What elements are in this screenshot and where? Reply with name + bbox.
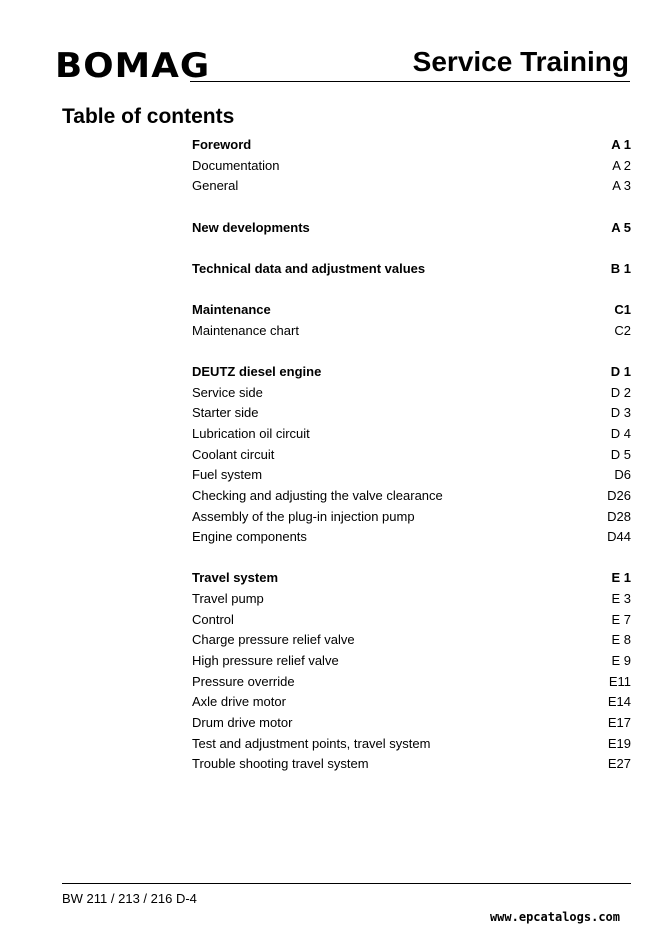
toc-entry-row	[192, 589, 631, 610]
toc-entry-page: E19	[607, 735, 631, 751]
toc-entry-label: Maintenance chart	[192, 322, 299, 338]
toc-entry-row	[192, 651, 631, 672]
toc-section-row	[192, 259, 631, 280]
toc-entry-page: D 5	[610, 446, 631, 462]
toc-section-row	[192, 300, 631, 321]
toc-entry-label: New developments	[192, 219, 310, 235]
toc-entry-page: C1	[614, 302, 631, 318]
toc-entry-label: Lubrication oil circuit	[192, 425, 310, 441]
toc-entry-row	[192, 383, 631, 404]
table-of-contents	[192, 135, 631, 775]
toc-entry-row	[192, 610, 631, 631]
toc-section-row	[192, 218, 631, 239]
footer-model: BW 211 / 213 / 216 D-4	[62, 891, 197, 906]
toc-entry-page: D 1	[610, 364, 631, 380]
toc-entry-row	[192, 321, 631, 342]
toc-entry-label: Pressure override	[192, 673, 295, 689]
toc-entry-page: D26	[607, 487, 631, 503]
toc-entry-label: Technical data and adjustment values	[192, 260, 426, 276]
toc-spacer	[192, 238, 631, 259]
toc-entry-row	[192, 156, 631, 177]
toc-entry-row	[192, 445, 631, 466]
toc-entry-page: D6	[614, 467, 631, 483]
toc-entry-page: A 2	[612, 157, 631, 173]
toc-spacer	[192, 548, 631, 569]
toc-entry-label: Service side	[192, 384, 263, 400]
bomag-logo: BOMAG	[55, 46, 211, 86]
toc-entry-page: B 1	[610, 260, 631, 276]
toc-entry-row	[192, 507, 631, 528]
toc-section-row	[192, 362, 631, 383]
toc-entry-page: C2	[614, 322, 631, 338]
toc-entry-label: Axle drive motor	[192, 694, 286, 710]
toc-entry-page: A 5	[611, 219, 631, 235]
toc-entry-page: E 7	[611, 611, 631, 627]
toc-entry-page: D44	[607, 529, 631, 545]
toc-entry-page: A 1	[611, 137, 631, 152]
toc-entry-page: E 8	[611, 632, 631, 648]
toc-entry-label: Starter side	[192, 405, 259, 421]
toc-entry-row	[192, 734, 631, 755]
watermark: www.epcatalogs.com	[489, 910, 620, 924]
toc-entry-label: Control	[192, 611, 234, 627]
toc-entry-page: E 3	[611, 591, 631, 607]
toc-entry-label: High pressure relief valve	[192, 653, 339, 669]
toc-entry-row	[192, 424, 631, 445]
toc-entry-label: Assembly of the plug-in injection pump	[192, 508, 415, 524]
toc-entry-row	[192, 465, 631, 486]
toc-entry-page: E17	[607, 714, 631, 730]
toc-entry-page: E11	[608, 673, 631, 689]
toc-entry-row	[192, 754, 631, 775]
toc-entry-page: E27	[607, 756, 631, 772]
toc-spacer	[192, 279, 631, 300]
toc-section-row	[192, 568, 631, 589]
toc-entry-label: DEUTZ diesel engine	[192, 364, 322, 380]
toc-entry-label: Engine components	[192, 529, 307, 545]
toc-entry-label: Documentation	[192, 157, 280, 173]
toc-entry-page: E 9	[611, 653, 631, 669]
toc-entry-page: D 3	[610, 405, 631, 421]
toc-entry-label: Fuel system	[192, 467, 263, 483]
document-title: Service Training	[412, 46, 629, 77]
toc-spacer	[192, 197, 631, 218]
toc-entry-row	[192, 692, 631, 713]
toc-spacer	[192, 341, 631, 362]
toc-entry-label: Travel system	[192, 570, 279, 586]
toc-entry-label: Test and adjustment points, travel system	[192, 735, 431, 751]
toc-entry-label: Drum drive motor	[192, 714, 293, 730]
toc-entry-row	[192, 713, 631, 734]
footer-divider	[62, 883, 631, 884]
toc-entry-page: A 3	[612, 178, 631, 194]
toc-entry-page: D28	[607, 508, 631, 524]
toc-entry-row	[192, 527, 631, 548]
toc-entry-page: D 2	[610, 384, 631, 400]
toc-entry-label: Charge pressure relief valve	[192, 632, 355, 648]
toc-entry-page: E 1	[611, 570, 631, 586]
toc-section-row	[192, 135, 631, 156]
toc-entry-page: E14	[607, 694, 631, 710]
toc-entry-row	[192, 630, 631, 651]
toc-entry-row	[192, 403, 631, 424]
toc-entry-row	[192, 176, 631, 197]
toc-entry-page: D 4	[610, 425, 631, 441]
toc-entry-label: Coolant circuit	[192, 446, 275, 462]
toc-entry-label: Foreword	[192, 137, 252, 152]
header-divider	[190, 81, 630, 82]
toc-entry-label: General	[192, 178, 239, 194]
toc-entry-label: Checking and adjusting the valve clearance	[192, 487, 443, 503]
toc-entry-label: Trouble shooting travel system	[192, 756, 369, 772]
toc-entry-row	[192, 672, 631, 693]
toc-entry-label: Maintenance	[192, 302, 271, 318]
toc-entry-label: Travel pump	[192, 591, 264, 607]
toc-entry-row	[192, 486, 631, 507]
toc-heading: Table of contents	[62, 105, 235, 128]
